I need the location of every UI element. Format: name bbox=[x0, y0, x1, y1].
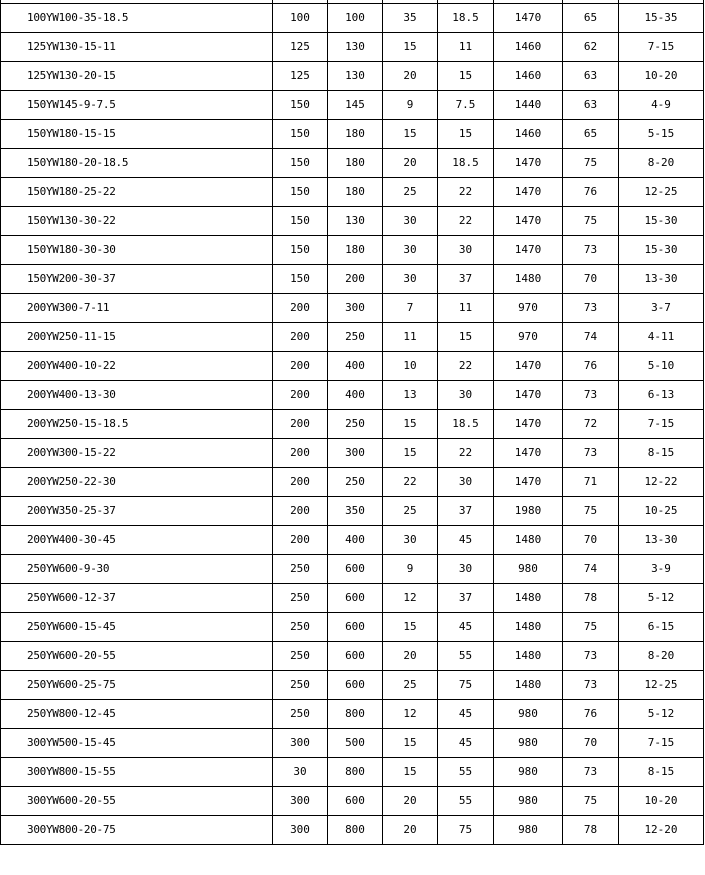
col-4-cell: 15 bbox=[383, 32, 438, 61]
col-8-cell: 8-15 bbox=[619, 757, 704, 786]
col-8-cell: 13-30 bbox=[619, 525, 704, 554]
col-3-cell: 600 bbox=[328, 786, 383, 815]
model-cell: 200YW250-15-18.5 bbox=[1, 409, 273, 438]
col-4-cell: 15 bbox=[383, 728, 438, 757]
model-cell: 200YW400-13-30 bbox=[1, 380, 273, 409]
col-2-cell: 150 bbox=[273, 148, 328, 177]
col-4-cell: 25 bbox=[383, 670, 438, 699]
col-4-cell: 22 bbox=[383, 467, 438, 496]
col-7-cell: 70 bbox=[563, 264, 619, 293]
col-7-cell: 73 bbox=[563, 438, 619, 467]
col-3-cell: 180 bbox=[328, 235, 383, 264]
col-6-cell: 980 bbox=[494, 815, 563, 844]
col-3-cell: 250 bbox=[328, 467, 383, 496]
col-5-cell: 75 bbox=[438, 815, 494, 844]
col-3-cell: 600 bbox=[328, 641, 383, 670]
table-row bbox=[1, 612, 704, 641]
col-5-cell: 37 bbox=[438, 496, 494, 525]
col-4-cell: 30 bbox=[383, 235, 438, 264]
table-row bbox=[1, 554, 704, 583]
table-row bbox=[1, 3, 704, 32]
col-8-cell: 8-15 bbox=[619, 438, 704, 467]
col-8-cell: 5-12 bbox=[619, 583, 704, 612]
col-7-cell: 65 bbox=[563, 119, 619, 148]
col-5-cell: 11 bbox=[438, 293, 494, 322]
col-4-cell: 35 bbox=[383, 3, 438, 32]
col-3-cell: 800 bbox=[328, 757, 383, 786]
model-cell: 150YW200-30-37 bbox=[1, 264, 273, 293]
table-row bbox=[1, 525, 704, 554]
col-6-cell: 1480 bbox=[494, 264, 563, 293]
col-4-cell: 15 bbox=[383, 612, 438, 641]
table-row bbox=[1, 235, 704, 264]
col-7-cell: 76 bbox=[563, 699, 619, 728]
col-5-cell: 18.5 bbox=[438, 409, 494, 438]
col-2-cell: 200 bbox=[273, 293, 328, 322]
table-row bbox=[1, 728, 704, 757]
col-2-cell: 250 bbox=[273, 554, 328, 583]
col-4-cell: 30 bbox=[383, 264, 438, 293]
col-8-cell: 10-25 bbox=[619, 496, 704, 525]
col-2-cell: 250 bbox=[273, 670, 328, 699]
col-3-cell: 800 bbox=[328, 815, 383, 844]
col-4-cell: 11 bbox=[383, 322, 438, 351]
col-8-cell: 10-20 bbox=[619, 61, 704, 90]
model-cell: 250YW600-15-45 bbox=[1, 612, 273, 641]
col-3-cell: 300 bbox=[328, 293, 383, 322]
col-6-cell: 970 bbox=[494, 322, 563, 351]
col-4-cell: 20 bbox=[383, 815, 438, 844]
col-7-cell: 73 bbox=[563, 757, 619, 786]
col-7-cell: 62 bbox=[563, 32, 619, 61]
col-2-cell: 100 bbox=[273, 3, 328, 32]
col-4-cell: 25 bbox=[383, 177, 438, 206]
table-row bbox=[1, 757, 704, 786]
col-5-cell: 7.5 bbox=[438, 90, 494, 119]
col-3-cell: 250 bbox=[328, 322, 383, 351]
model-cell: 150YW180-25-22 bbox=[1, 177, 273, 206]
col-5-cell: 11 bbox=[438, 32, 494, 61]
col-4-cell: 9 bbox=[383, 90, 438, 119]
table-row bbox=[1, 670, 704, 699]
model-cell: 200YW350-25-37 bbox=[1, 496, 273, 525]
col-3-cell: 500 bbox=[328, 728, 383, 757]
table-body bbox=[1, 0, 704, 844]
table-row bbox=[1, 322, 704, 351]
col-5-cell: 37 bbox=[438, 264, 494, 293]
col-3-cell: 600 bbox=[328, 670, 383, 699]
col-4-cell: 15 bbox=[383, 409, 438, 438]
col-5-cell: 15 bbox=[438, 322, 494, 351]
col-6-cell: 1470 bbox=[494, 177, 563, 206]
model-cell: 150YW145-9-7.5 bbox=[1, 90, 273, 119]
col-6-cell: 1480 bbox=[494, 525, 563, 554]
col-6-cell: 1470 bbox=[494, 235, 563, 264]
col-3-cell: 100 bbox=[328, 3, 383, 32]
col-6-cell: 1470 bbox=[494, 409, 563, 438]
col-3-cell: 400 bbox=[328, 380, 383, 409]
model-cell: 200YW300-15-22 bbox=[1, 438, 273, 467]
col-6-cell: 1470 bbox=[494, 206, 563, 235]
col-3-cell: 130 bbox=[328, 32, 383, 61]
col-3-cell: 130 bbox=[328, 206, 383, 235]
col-8-cell: 7-15 bbox=[619, 409, 704, 438]
col-7-cell: 70 bbox=[563, 525, 619, 554]
model-cell: 250YW600-20-55 bbox=[1, 641, 273, 670]
model-cell: 250YW800-12-45 bbox=[1, 699, 273, 728]
col-7-cell: 78 bbox=[563, 583, 619, 612]
col-5-cell: 22 bbox=[438, 351, 494, 380]
col-7-cell: 75 bbox=[563, 206, 619, 235]
col-2-cell: 200 bbox=[273, 380, 328, 409]
table-row bbox=[1, 438, 704, 467]
table-row bbox=[1, 206, 704, 235]
table-row bbox=[1, 293, 704, 322]
col-2-cell: 150 bbox=[273, 119, 328, 148]
col-8-cell: 15-30 bbox=[619, 235, 704, 264]
model-cell: 125YW130-20-15 bbox=[1, 61, 273, 90]
col-8-cell: 8-20 bbox=[619, 148, 704, 177]
col-3-cell: 600 bbox=[328, 554, 383, 583]
col-2-cell: 200 bbox=[273, 496, 328, 525]
col-7-cell: 63 bbox=[563, 61, 619, 90]
col-4-cell: 15 bbox=[383, 438, 438, 467]
col-3-cell: 600 bbox=[328, 583, 383, 612]
table-row bbox=[1, 148, 704, 177]
col-5-cell: 22 bbox=[438, 206, 494, 235]
col-6-cell: 1470 bbox=[494, 351, 563, 380]
col-8-cell: 8-20 bbox=[619, 641, 704, 670]
col-7-cell: 71 bbox=[563, 467, 619, 496]
col-5-cell: 30 bbox=[438, 467, 494, 496]
col-3-cell: 250 bbox=[328, 409, 383, 438]
model-cell: 200YW400-30-45 bbox=[1, 525, 273, 554]
col-8-cell: 12-20 bbox=[619, 815, 704, 844]
col-8-cell: 5-10 bbox=[619, 351, 704, 380]
col-5-cell: 55 bbox=[438, 786, 494, 815]
col-3-cell: 180 bbox=[328, 119, 383, 148]
col-5-cell: 75 bbox=[438, 670, 494, 699]
col-6-cell: 1980 bbox=[494, 496, 563, 525]
table-row bbox=[1, 583, 704, 612]
col-4-cell: 12 bbox=[383, 583, 438, 612]
model-cell: 300YW800-20-75 bbox=[1, 815, 273, 844]
col-3-cell: 145 bbox=[328, 90, 383, 119]
model-cell: 200YW400-10-22 bbox=[1, 351, 273, 380]
col-6-cell: 980 bbox=[494, 699, 563, 728]
col-3-cell: 130 bbox=[328, 61, 383, 90]
col-3-cell: 400 bbox=[328, 525, 383, 554]
col-6-cell: 980 bbox=[494, 757, 563, 786]
table-row bbox=[1, 380, 704, 409]
col-6-cell: 1470 bbox=[494, 148, 563, 177]
col-6-cell: 1480 bbox=[494, 583, 563, 612]
col-3-cell: 600 bbox=[328, 612, 383, 641]
col-3-cell: 400 bbox=[328, 351, 383, 380]
col-6-cell: 1470 bbox=[494, 467, 563, 496]
col-8-cell: 12-25 bbox=[619, 177, 704, 206]
col-6-cell: 1460 bbox=[494, 32, 563, 61]
model-cell: 125YW130-15-11 bbox=[1, 32, 273, 61]
col-6-cell: 1480 bbox=[494, 670, 563, 699]
col-7-cell: 73 bbox=[563, 380, 619, 409]
col-2-cell: 300 bbox=[273, 728, 328, 757]
col-8-cell: 6-15 bbox=[619, 612, 704, 641]
table-row bbox=[1, 32, 704, 61]
col-2-cell: 125 bbox=[273, 61, 328, 90]
col-5-cell: 55 bbox=[438, 641, 494, 670]
col-2-cell: 200 bbox=[273, 525, 328, 554]
model-cell: 200YW250-11-15 bbox=[1, 322, 273, 351]
col-8-cell: 7-15 bbox=[619, 728, 704, 757]
col-6-cell: 1460 bbox=[494, 119, 563, 148]
col-8-cell: 5-12 bbox=[619, 699, 704, 728]
table-row bbox=[1, 264, 704, 293]
col-8-cell: 15-30 bbox=[619, 206, 704, 235]
model-cell: 150YW180-15-15 bbox=[1, 119, 273, 148]
table-row bbox=[1, 699, 704, 728]
col-7-cell: 78 bbox=[563, 815, 619, 844]
col-8-cell: 13-30 bbox=[619, 264, 704, 293]
col-7-cell: 75 bbox=[563, 786, 619, 815]
col-2-cell: 200 bbox=[273, 467, 328, 496]
col-4-cell: 15 bbox=[383, 757, 438, 786]
table-row bbox=[1, 351, 704, 380]
col-4-cell: 20 bbox=[383, 641, 438, 670]
col-6-cell: 1480 bbox=[494, 641, 563, 670]
col-8-cell: 10-20 bbox=[619, 786, 704, 815]
model-cell: 100YW100-35-18.5 bbox=[1, 3, 273, 32]
col-5-cell: 15 bbox=[438, 61, 494, 90]
col-5-cell: 22 bbox=[438, 438, 494, 467]
col-8-cell: 3-7 bbox=[619, 293, 704, 322]
col-7-cell: 73 bbox=[563, 641, 619, 670]
col-3-cell: 800 bbox=[328, 699, 383, 728]
col-3-cell: 180 bbox=[328, 148, 383, 177]
col-6-cell: 980 bbox=[494, 554, 563, 583]
model-cell: 300YW500-15-45 bbox=[1, 728, 273, 757]
col-7-cell: 74 bbox=[563, 322, 619, 351]
table-row bbox=[1, 177, 704, 206]
col-5-cell: 30 bbox=[438, 235, 494, 264]
model-cell: 150YW180-20-18.5 bbox=[1, 148, 273, 177]
col-2-cell: 125 bbox=[273, 32, 328, 61]
col-4-cell: 9 bbox=[383, 554, 438, 583]
col-4-cell: 13 bbox=[383, 380, 438, 409]
model-cell: 150YW180-30-30 bbox=[1, 235, 273, 264]
col-2-cell: 200 bbox=[273, 409, 328, 438]
col-6-cell: 1460 bbox=[494, 61, 563, 90]
col-2-cell: 150 bbox=[273, 206, 328, 235]
col-2-cell: 150 bbox=[273, 177, 328, 206]
col-4-cell: 20 bbox=[383, 786, 438, 815]
table-row bbox=[1, 496, 704, 525]
col-8-cell: 4-11 bbox=[619, 322, 704, 351]
col-6-cell: 1440 bbox=[494, 90, 563, 119]
model-cell: 200YW300-7-11 bbox=[1, 293, 273, 322]
col-4-cell: 30 bbox=[383, 525, 438, 554]
col-6-cell: 1470 bbox=[494, 3, 563, 32]
col-7-cell: 76 bbox=[563, 177, 619, 206]
col-6-cell: 1480 bbox=[494, 612, 563, 641]
col-6-cell: 1470 bbox=[494, 438, 563, 467]
col-2-cell: 30 bbox=[273, 757, 328, 786]
col-7-cell: 63 bbox=[563, 90, 619, 119]
col-2-cell: 250 bbox=[273, 612, 328, 641]
col-3-cell: 180 bbox=[328, 177, 383, 206]
model-cell: 250YW600-9-30 bbox=[1, 554, 273, 583]
col-2-cell: 150 bbox=[273, 235, 328, 264]
col-4-cell: 10 bbox=[383, 351, 438, 380]
col-2-cell: 250 bbox=[273, 699, 328, 728]
col-6-cell: 1470 bbox=[494, 380, 563, 409]
col-4-cell: 30 bbox=[383, 206, 438, 235]
model-cell: 300YW800-15-55 bbox=[1, 757, 273, 786]
col-5-cell: 55 bbox=[438, 757, 494, 786]
col-7-cell: 73 bbox=[563, 293, 619, 322]
col-7-cell: 75 bbox=[563, 612, 619, 641]
col-7-cell: 75 bbox=[563, 148, 619, 177]
col-4-cell: 7 bbox=[383, 293, 438, 322]
col-4-cell: 15 bbox=[383, 119, 438, 148]
col-7-cell: 75 bbox=[563, 496, 619, 525]
col-2-cell: 300 bbox=[273, 786, 328, 815]
table-row bbox=[1, 90, 704, 119]
col-8-cell: 3-9 bbox=[619, 554, 704, 583]
table-row bbox=[1, 815, 704, 844]
col-7-cell: 72 bbox=[563, 409, 619, 438]
col-5-cell: 15 bbox=[438, 119, 494, 148]
col-3-cell: 200 bbox=[328, 264, 383, 293]
col-5-cell: 45 bbox=[438, 699, 494, 728]
col-7-cell: 74 bbox=[563, 554, 619, 583]
table-row bbox=[1, 641, 704, 670]
col-4-cell: 20 bbox=[383, 61, 438, 90]
col-2-cell: 150 bbox=[273, 90, 328, 119]
model-cell: 200YW250-22-30 bbox=[1, 467, 273, 496]
col-5-cell: 30 bbox=[438, 554, 494, 583]
col-7-cell: 76 bbox=[563, 351, 619, 380]
col-7-cell: 73 bbox=[563, 235, 619, 264]
col-5-cell: 45 bbox=[438, 612, 494, 641]
col-2-cell: 200 bbox=[273, 322, 328, 351]
col-5-cell: 30 bbox=[438, 380, 494, 409]
col-8-cell: 6-13 bbox=[619, 380, 704, 409]
col-8-cell: 12-25 bbox=[619, 670, 704, 699]
table-row bbox=[1, 409, 704, 438]
col-5-cell: 37 bbox=[438, 583, 494, 612]
col-8-cell: 4-9 bbox=[619, 90, 704, 119]
table-row bbox=[1, 467, 704, 496]
model-cell: 250YW600-25-75 bbox=[1, 670, 273, 699]
col-3-cell: 300 bbox=[328, 438, 383, 467]
col-2-cell: 300 bbox=[273, 815, 328, 844]
col-2-cell: 200 bbox=[273, 351, 328, 380]
col-8-cell: 7-15 bbox=[619, 32, 704, 61]
col-6-cell: 970 bbox=[494, 293, 563, 322]
col-2-cell: 250 bbox=[273, 641, 328, 670]
col-5-cell: 45 bbox=[438, 728, 494, 757]
col-8-cell: 5-15 bbox=[619, 119, 704, 148]
col-5-cell: 45 bbox=[438, 525, 494, 554]
col-5-cell: 22 bbox=[438, 177, 494, 206]
col-4-cell: 20 bbox=[383, 148, 438, 177]
col-7-cell: 70 bbox=[563, 728, 619, 757]
model-cell: 300YW600-20-55 bbox=[1, 786, 273, 815]
col-5-cell: 18.5 bbox=[438, 148, 494, 177]
model-cell: 150YW130-30-22 bbox=[1, 206, 273, 235]
col-4-cell: 12 bbox=[383, 699, 438, 728]
col-8-cell: 12-22 bbox=[619, 467, 704, 496]
col-6-cell: 980 bbox=[494, 728, 563, 757]
table-row bbox=[1, 119, 704, 148]
table-row bbox=[1, 786, 704, 815]
col-7-cell: 73 bbox=[563, 670, 619, 699]
col-2-cell: 200 bbox=[273, 438, 328, 467]
model-cell: 250YW600-12-37 bbox=[1, 583, 273, 612]
col-6-cell: 980 bbox=[494, 786, 563, 815]
col-8-cell: 15-35 bbox=[619, 3, 704, 32]
col-3-cell: 350 bbox=[328, 496, 383, 525]
col-4-cell: 25 bbox=[383, 496, 438, 525]
col-7-cell: 65 bbox=[563, 3, 619, 32]
table-row bbox=[1, 61, 704, 90]
col-2-cell: 250 bbox=[273, 583, 328, 612]
col-5-cell: 18.5 bbox=[438, 3, 494, 32]
col-2-cell: 150 bbox=[273, 264, 328, 293]
